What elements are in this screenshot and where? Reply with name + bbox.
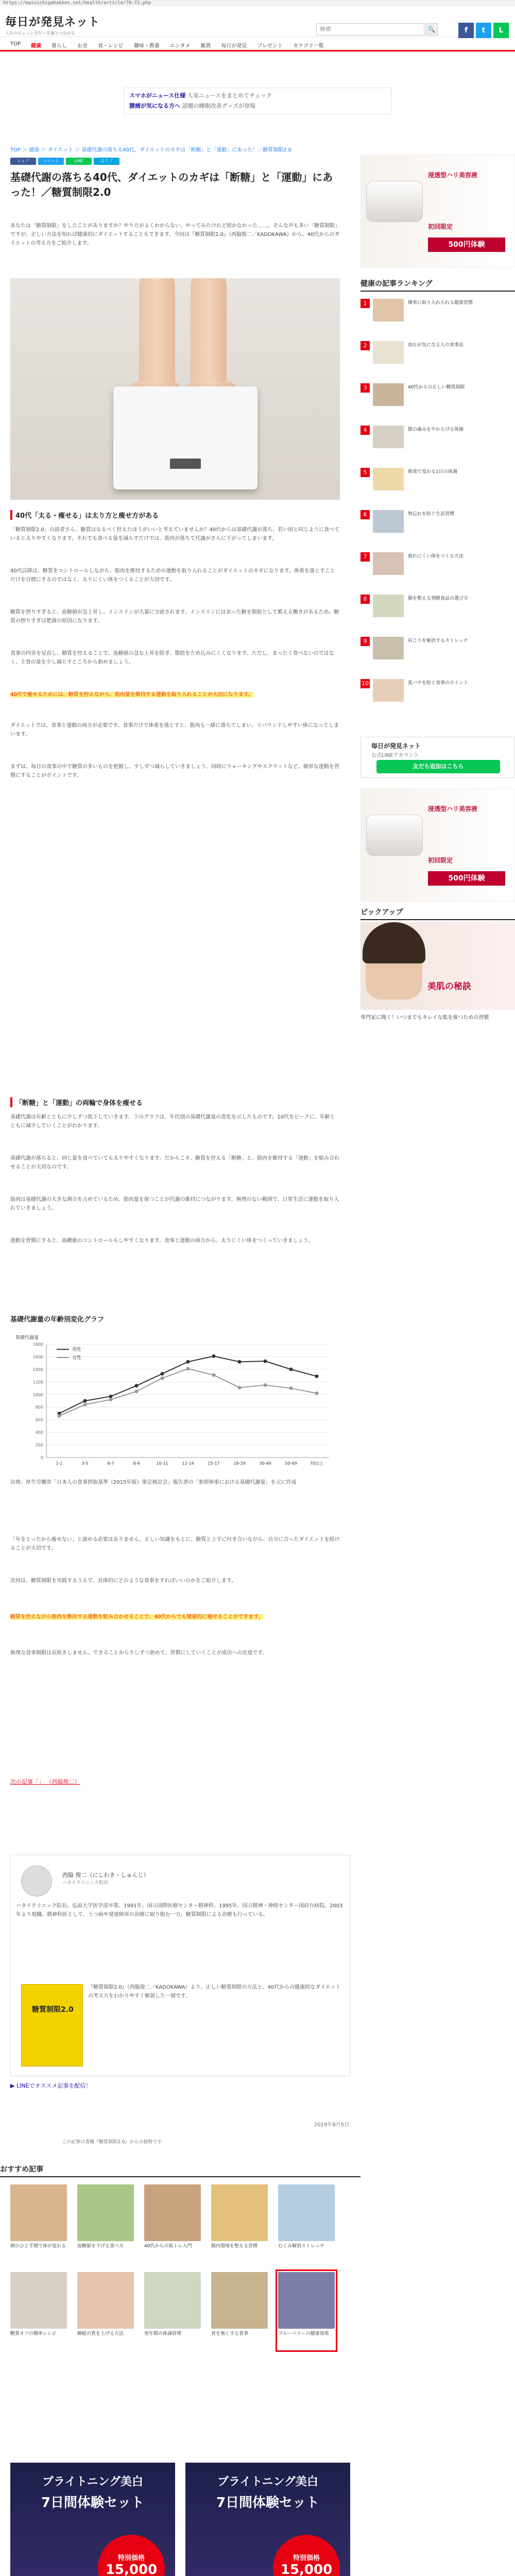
recommended-item[interactable] <box>211 2272 268 2349</box>
search-input[interactable] <box>316 23 424 36</box>
ranking-number: 4 <box>360 426 370 435</box>
chart-point <box>135 1384 139 1387</box>
recommended-item[interactable] <box>10 2184 67 2262</box>
line-follow-box <box>360 737 515 778</box>
book-cover-title: 糖質制限2.0 <box>32 2006 74 2014</box>
recommended-item-thumb <box>10 2184 67 2241</box>
ranking-number: 2 <box>360 341 370 350</box>
line-add-friend-button[interactable]: 友だち追加はこちら <box>376 760 500 773</box>
brightening-ad-2[interactable] <box>185 2463 350 2576</box>
pickup-image[interactable] <box>360 922 515 1010</box>
brightening-ad-2-head: ブライトニング美白 <box>217 2476 319 2488</box>
chart-y-tick-label: 200 <box>35 1443 43 1448</box>
ranking-text: 朝食で変わる1日の体調 <box>408 469 457 474</box>
line-icon[interactable]: L <box>493 23 509 38</box>
nav-item-goods[interactable]: 雑貨 <box>200 43 211 49</box>
highlight-1 <box>10 690 340 699</box>
recommended-item-thumb <box>77 2184 134 2241</box>
highlight-1-text: 40代で痩せるためには、糖質を控えながら、筋肉量を維持する運動を取り入れることが大切になります。 <box>10 692 253 698</box>
next-article-link-sub: （西脇俊二） <box>46 1778 80 1785</box>
chart-x-tick-label: 10-11 <box>156 1461 168 1466</box>
scale-display <box>170 459 201 469</box>
article-credit: この記事は書籍『糖質制限2.0』からの抜粋です <box>62 2140 162 2145</box>
share-twitter-button[interactable]: ツイート <box>38 158 64 165</box>
chart-point <box>186 1367 190 1370</box>
logo-text: 毎日が発見ネット <box>5 15 100 29</box>
ranking-item[interactable] <box>360 637 515 663</box>
next-article-link-text[interactable]: 次の記事「」 <box>10 1778 44 1785</box>
share-hatena-button[interactable]: はてブ <box>94 158 119 165</box>
ranking-number: 3 <box>360 383 370 393</box>
chart-y-tick-label: 1200 <box>32 1380 43 1385</box>
author-bio: ハタイクリニック院長。弘前大学医学部卒業。1991年、国立国際医療センター精神科。1995年、国立精神・神経センター国府台病院。2003年より現職。精神科医として、うつ病や発達障害の治療に取り組む一方、糖質制限による治療も行っている。 <box>16 1903 343 1918</box>
nav-item-hobby[interactable]: 趣味・教養 <box>133 43 160 49</box>
brightening-ad-1-head: ブライトニング美白 <box>42 2476 144 2488</box>
chart-series-line <box>59 1356 317 1413</box>
recommended-item[interactable] <box>278 2272 335 2349</box>
chart-y-tick-label: 0 <box>40 1455 43 1460</box>
chart-point <box>83 1399 87 1403</box>
ranking-thumb <box>373 468 404 490</box>
bmr-chart <box>10 1314 340 1484</box>
ranking-item[interactable] <box>360 510 515 536</box>
nav-item-top[interactable]: TOP <box>10 41 21 47</box>
nav-item-present[interactable]: プレゼント <box>257 43 283 49</box>
chart-y-tick-label: 600 <box>35 1417 43 1422</box>
side-ad-2-text: 浸透型ハリ美容液 <box>428 805 478 812</box>
chart-legend-label: 女性 <box>72 1355 82 1361</box>
highlight-2-text: 糖質を控えながら筋肉を維持する運動を組み合わせることで、40代からでも健康的に痩せることができます。 <box>10 1614 264 1620</box>
facebook-icon[interactable]: f <box>458 23 474 38</box>
side-ad-2-jar <box>366 815 423 856</box>
chart-point <box>109 1395 113 1398</box>
recommended-item[interactable] <box>77 2184 134 2262</box>
paragraph-9: 筋肉は基礎代謝の大きな割合を占めているため、筋肉量を保つことが代謝の維持につながります。無理のない範囲で、日常生活に運動を取り入れていきましょう。 <box>10 1197 339 1211</box>
brightening-ad-1-price-top: 特別価格 <box>117 2554 145 2562</box>
breadcrumb[interactable]: TOP ＞ 健康 ＞ ダイエット ＞ 基礎代謝の落ちる40代、ダイエットのカギは「断糖」と「運動」にあった！／糖質制限2.0 <box>10 147 292 153</box>
ranking-thumb <box>373 341 404 364</box>
chart-point <box>238 1360 242 1364</box>
recommended-item-caption: 腸内環境を整える習慣 <box>211 2244 258 2249</box>
share-facebook-button[interactable]: シェア <box>10 158 36 165</box>
chart-point <box>212 1354 216 1358</box>
top-ad-line-2[interactable] <box>129 101 386 112</box>
nav-item-health[interactable]: 健康 <box>31 43 42 49</box>
chart-x-tick-label: 3-5 <box>81 1461 89 1466</box>
recommended-item-caption: むくみ解消ストレッチ <box>278 2244 324 2249</box>
ranking-item[interactable] <box>360 468 515 494</box>
site-header <box>0 6 515 37</box>
line-box-title: 毎日が発見ネット <box>371 742 421 750</box>
chart-series-line <box>59 1369 317 1416</box>
recommended-item-caption: ブルーベリーの健康効果 <box>278 2331 329 2336</box>
brightening-ad-2-price-value: 15,000 <box>280 2562 333 2576</box>
top-ad[interactable] <box>124 88 391 114</box>
brightening-ad-1-sub: 7日間体験セット <box>41 2495 145 2511</box>
ranking-thumb <box>373 299 404 321</box>
paragraph-12: 次回は、糖質制限を実践するうえで、具体的にどのような食事をすればいいのかをご紹介します。 <box>10 1578 236 1584</box>
recommended-item-thumb <box>77 2272 134 2329</box>
author-profile <box>10 1855 350 2076</box>
brightening-ad-1-price <box>98 2535 165 2576</box>
chart-legend-label: 男性 <box>72 1347 82 1352</box>
paragraph-6: まずは、毎日の食事の中で糖質の多いものを把握し、少しずつ減らしていきましょう。同時にウォーキングやスクワットなど、簡単な運動を習慣にすることがポイントです。 <box>10 764 339 778</box>
chart-x-tick-label: 15-17 <box>208 1461 220 1466</box>
ranking-thumb <box>373 426 404 448</box>
chart-point <box>212 1373 216 1377</box>
recommended-item[interactable] <box>144 2184 201 2262</box>
ranking-number: 1 <box>360 299 370 308</box>
side-ad-1-price: 500円体験 <box>428 238 505 252</box>
hero-image <box>10 278 340 500</box>
ranking-text: 簡単に取り入れられる健康習慣 <box>408 300 473 306</box>
chart-title: 基礎代謝量の年齢別変化グラフ <box>10 1316 105 1324</box>
paragraph-1: 「糖質制限2.0」の読者さん、糖質はなるべく控えたほうがいいと考えていませんか？40代からは基礎代謝が落ち、若い頃と同じように食べていると太りやすくなります。それでも食べる量を減らすだけでは、筋肉が落ちて代謝がさらに下がってしまいます。 <box>10 527 340 541</box>
ranking-thumb <box>373 679 404 702</box>
ranking-text: 40代からの正しい糖質制限 <box>408 385 465 390</box>
nav-item-magazine[interactable]: 毎日が発見 <box>221 43 247 49</box>
paragraph-4: 食事の内容を見直し、糖質を控えることで、血糖値の急な上昇を防ぎ、脂肪をため込みにくくなります。ただし、まったく食べないのではなく、主食の量を少し減らすところから始めましょう。 <box>10 651 334 665</box>
scale-shape <box>113 386 258 489</box>
ranking-item[interactable] <box>360 426 515 451</box>
book-cover[interactable] <box>21 1984 83 2066</box>
author-sub: ハタイクリニック院長 <box>62 1880 109 1886</box>
ranking-text: 疲れにくい体をつくる方法 <box>408 554 464 559</box>
brightening-ad-1[interactable] <box>10 2463 175 2576</box>
brightening-ad-2-price-top: 特別価格 <box>293 2554 320 2562</box>
ranking-number: 8 <box>360 595 370 604</box>
author-avatar <box>21 1866 52 1896</box>
ranking-item[interactable] <box>360 383 515 409</box>
nav-item-categories[interactable]: カテゴリ一覧 <box>293 43 324 49</box>
top-ad-title-2: 腰痛が気になる方へ <box>129 103 180 109</box>
chart-point <box>186 1360 190 1364</box>
chart-y-tick-label: 1600 <box>32 1354 43 1360</box>
chart-x-tick-label: 30-49 <box>259 1461 271 1466</box>
article-date: 2019年8月5日 <box>314 2122 350 2128</box>
line-box-sub: 公式LINEアカウント <box>371 753 419 758</box>
share-line-button[interactable]: LINE <box>66 158 92 165</box>
recommended-item-caption: 睡眠の質を上げる方法 <box>77 2331 124 2336</box>
next-article-link[interactable] <box>10 1777 340 1787</box>
ranking-thumb <box>373 383 404 406</box>
ranking-text: 物忘れを防ぐ生活習慣 <box>408 512 455 517</box>
recommended-item[interactable] <box>77 2272 134 2349</box>
search-icon[interactable]: 🔍 <box>425 23 438 36</box>
recommended-item-caption: 骨を強くする食事 <box>211 2331 249 2336</box>
top-ad-sub-2: 話題の睡眠改善グッズが登場 <box>182 103 255 109</box>
line-recommend-link[interactable]: ▶ LINEでオススメ記事を配信！ <box>10 2082 92 2089</box>
nav-item-money[interactable]: お金 <box>77 43 88 49</box>
side-ad-1-jar <box>366 181 423 222</box>
ranking-title: 健康の記事ランキング <box>360 278 515 292</box>
brightening-ad-1-price-value: 15,000 <box>105 2562 158 2576</box>
pickup-caption[interactable]: 専門家に聞く！いつまでもキレイな肌を保つための習慣 <box>360 1015 489 1021</box>
pickup-title: ピックアップ <box>360 907 515 920</box>
ranking-item[interactable] <box>360 679 515 705</box>
right-leg-shape <box>191 278 227 397</box>
chart-point <box>109 1398 113 1401</box>
chart-point <box>135 1389 139 1393</box>
recommended-item-thumb <box>211 2272 268 2329</box>
paragraph-3: 糖質を摂りすぎると、血糖値が急上昇し、インスリンが大量に分泌されます。インスリンには余った糖を脂肪として蓄える働きがあるため、糖質の摂りすぎは肥満の原因になります。 <box>10 609 339 624</box>
chart-svg <box>10 1324 340 1478</box>
chart-y-tick-label: 1800 <box>32 1342 43 1347</box>
side-ad-2-text-2: 初回限定 <box>428 857 453 864</box>
left-leg-shape <box>139 278 175 397</box>
ranking-thumb <box>373 552 404 575</box>
chart-y-label: 基礎代謝量 <box>15 1335 39 1341</box>
chart-y-tick-label: 1000 <box>32 1392 43 1397</box>
ranking-thumb <box>373 637 404 659</box>
chart-y-tick-label: 1400 <box>32 1367 43 1372</box>
top-ad-title-1: スマホがニュース仕様 <box>129 92 186 99</box>
recommended-item-thumb <box>144 2272 201 2329</box>
recommended-item[interactable] <box>144 2272 201 2349</box>
recommended-item-thumb <box>278 2272 335 2329</box>
recommended-item-caption: 40代からの筋トレ入門 <box>144 2244 192 2249</box>
section-heading-2: 「断糖」と「運動」の両輪で身体を痩せる <box>10 1097 340 1107</box>
recommended-item-thumb <box>278 2184 335 2241</box>
ranking-text: 血圧が気になる人の食事法 <box>408 343 464 348</box>
recommended-item-thumb <box>211 2184 268 2241</box>
side-ad-2-price: 500円体験 <box>428 871 505 886</box>
side-ad-1-text-2: 初回限定 <box>428 223 453 230</box>
main-nav <box>0 37 515 52</box>
ranking-number: 5 <box>360 468 370 477</box>
side-ad-2[interactable] <box>360 788 515 902</box>
recommended-item-caption: 更年期の体調管理 <box>144 2331 182 2336</box>
article-title: 基礎代謝の落ちる40代、ダイエットのカギは「断糖」と「運動」にあった！／糖質制限2.0 <box>10 171 333 198</box>
recommended-item[interactable] <box>211 2184 268 2262</box>
chart-caption: 出典：厚生労働省「日本人の食事摂取基準（2015年版）策定検討会」報告書の「参照体重における基礎代謝量」を元に作成 <box>10 1480 297 1485</box>
chart-point <box>315 1375 319 1378</box>
ranking-thumb <box>373 595 404 617</box>
logo-tagline: 人生のちょっと先行く先輩とつながる <box>5 31 75 36</box>
chart-x-tick-label: 8-9 <box>133 1461 140 1466</box>
ranking-item[interactable] <box>360 552 515 578</box>
ranking-item[interactable] <box>360 341 515 367</box>
top-ad-sub-1: 人気ニュースをまとめてチェック <box>187 92 272 99</box>
chart-point <box>238 1386 242 1389</box>
book-info: 『糖質制限2.0』（西脇俊二／KADOKAWA）より。正しい糖質制限の方法と、40代からの健康的なダイエットの考え方をわかりやすく解説した一冊です。 <box>88 1985 341 1999</box>
site-logo[interactable] <box>5 13 100 36</box>
chart-x-tick-label: 50-69 <box>285 1461 297 1466</box>
article-intro: あなたは「糖質制限」をしたことがありますか？やり方がよくわからない、やってみたけれど続かなかった……。そんな声も多い「糖質制限」ですが、正しい方法を知れば健康的にダイエットすることもできます。今回は『糖質制限2.0』（西脇俊二／KADOKAWA）から、40代からのダイエットの考え方をご紹介します。 <box>10 223 340 246</box>
recommended-item-thumb <box>10 2272 67 2329</box>
chart-x-tick-label: 6-7 <box>107 1461 114 1466</box>
pickup-text: 美肌の秘訣 <box>427 981 471 992</box>
ranking-text: 膝の痛みをやわらげる体操 <box>408 427 464 432</box>
recommended-item-caption: 糖質オフの簡単レシピ <box>10 2331 57 2336</box>
recommended-title: おすすめ記事 <box>0 2164 360 2177</box>
recommended-item-thumb <box>144 2184 201 2241</box>
nav-item-entame[interactable]: エンタメ <box>169 43 191 49</box>
paragraph-10: 運動を習慣にすると、血糖値のコントロールもしやすくなります。食事と運動の両方から、太りにくい体をつくっていきましょう。 <box>10 1238 314 1244</box>
top-ad-line-1[interactable] <box>129 91 386 101</box>
chart-x-tick-label: 70以上 <box>310 1461 324 1466</box>
chart-point <box>289 1367 293 1371</box>
chart-x-tick-label: 18-29 <box>233 1461 246 1466</box>
brightening-ad-2-sub: 7日間体験セット <box>216 2495 320 2511</box>
ranking-text: 肩こりを解消するストレッチ <box>408 638 468 643</box>
paragraph-11: 「年をとったから痩せない」と諦める必要はありません。正しい知識をもとに、糖質と上手に付き合いながら、自分に合ったダイエットを続けることが大切です。 <box>10 1537 340 1551</box>
brightening-ad-2-price <box>273 2535 340 2576</box>
chart-y-tick-label: 400 <box>35 1430 43 1435</box>
recommended-item-caption: 血糖値を下げる食べ方 <box>77 2244 124 2249</box>
paragraph-2: 40代以降は、糖質をコントロールしながら、筋肉を維持するための運動を取り入れることがダイエットのカギになります。体重を落とすことだけを目標にするのではなく、太りにくい体をつくることが大切です。 <box>10 568 335 583</box>
ranking-thumb <box>373 510 404 533</box>
nav-item-life[interactable]: 暮らし <box>52 43 67 49</box>
paragraph-5: ダイエットでは、食事と運動の両方が必要です。食事だけで体重を落とすと、筋肉も一緒に落ちてしまい、リバウンドしやすい体になってしまいます。 <box>10 723 339 737</box>
paragraph-7: 基礎代謝は年齢とともに少しずつ低下していきます。下のグラフは、年代別の基礎代謝量の変化を示したものです。10代をピークに、年齢とともに減少していくことがわかります。 <box>10 1114 335 1129</box>
recommended-item[interactable] <box>278 2184 335 2262</box>
twitter-icon[interactable]: t <box>476 23 491 38</box>
ranking-number: 7 <box>360 552 370 562</box>
paragraph-8: 基礎代謝が落ちると、同じ量を食べていても太りやすくなります。だからこそ、糖質を控える「断糖」と、筋肉を維持する「運動」を組み合わせることが大切なのです。 <box>10 1156 339 1170</box>
ranking-number: 10 <box>360 679 370 688</box>
browser-url[interactable]: https://mainichigahakken.net/health/article/70-72.php <box>0 0 515 6</box>
ranking-text: 腸を整える発酵食品の選び方 <box>408 596 469 601</box>
author-name: 西脇 俊二（にしわき・しゅんじ） <box>62 1872 149 1878</box>
chart-x-tick-label: 12-14 <box>182 1461 194 1466</box>
recommended-item[interactable] <box>10 2272 67 2349</box>
side-ad-1-text: 浸透型ハリ美容液 <box>428 172 478 179</box>
chart-point <box>264 1360 267 1363</box>
ranking-item[interactable] <box>360 595 515 620</box>
chart-point <box>264 1383 267 1387</box>
recommended-item-caption: 朝のひと手間で体が変わる <box>10 2244 66 2249</box>
side-ad-1[interactable] <box>360 155 515 268</box>
chart-point <box>161 1377 164 1380</box>
chart-point <box>289 1386 293 1390</box>
ranking-number: 9 <box>360 637 370 646</box>
chart-y-tick-label: 800 <box>35 1405 43 1410</box>
pickup-hair <box>363 922 425 963</box>
chart-point <box>315 1392 319 1395</box>
highlight-2 <box>10 1613 340 1621</box>
paragraph-13: 無理な食事制限は長続きしません。できることから少しずつ始めて、習慣にしていくことが成功への近道です。 <box>10 1650 268 1656</box>
chart-point <box>161 1372 164 1376</box>
section-heading-1: 40代「太る・痩せる」は太り方と痩せ方がある <box>10 510 340 520</box>
ranking-item[interactable] <box>360 299 515 325</box>
chart-point <box>58 1414 61 1418</box>
nav-item-food[interactable]: 食・レシピ <box>98 43 124 49</box>
ranking-text: 夏バテを防ぐ食事のポイント <box>408 681 469 686</box>
ranking-number: 6 <box>360 510 370 519</box>
chart-x-tick-label: 1-2 <box>56 1461 63 1466</box>
chart-point <box>83 1403 87 1406</box>
